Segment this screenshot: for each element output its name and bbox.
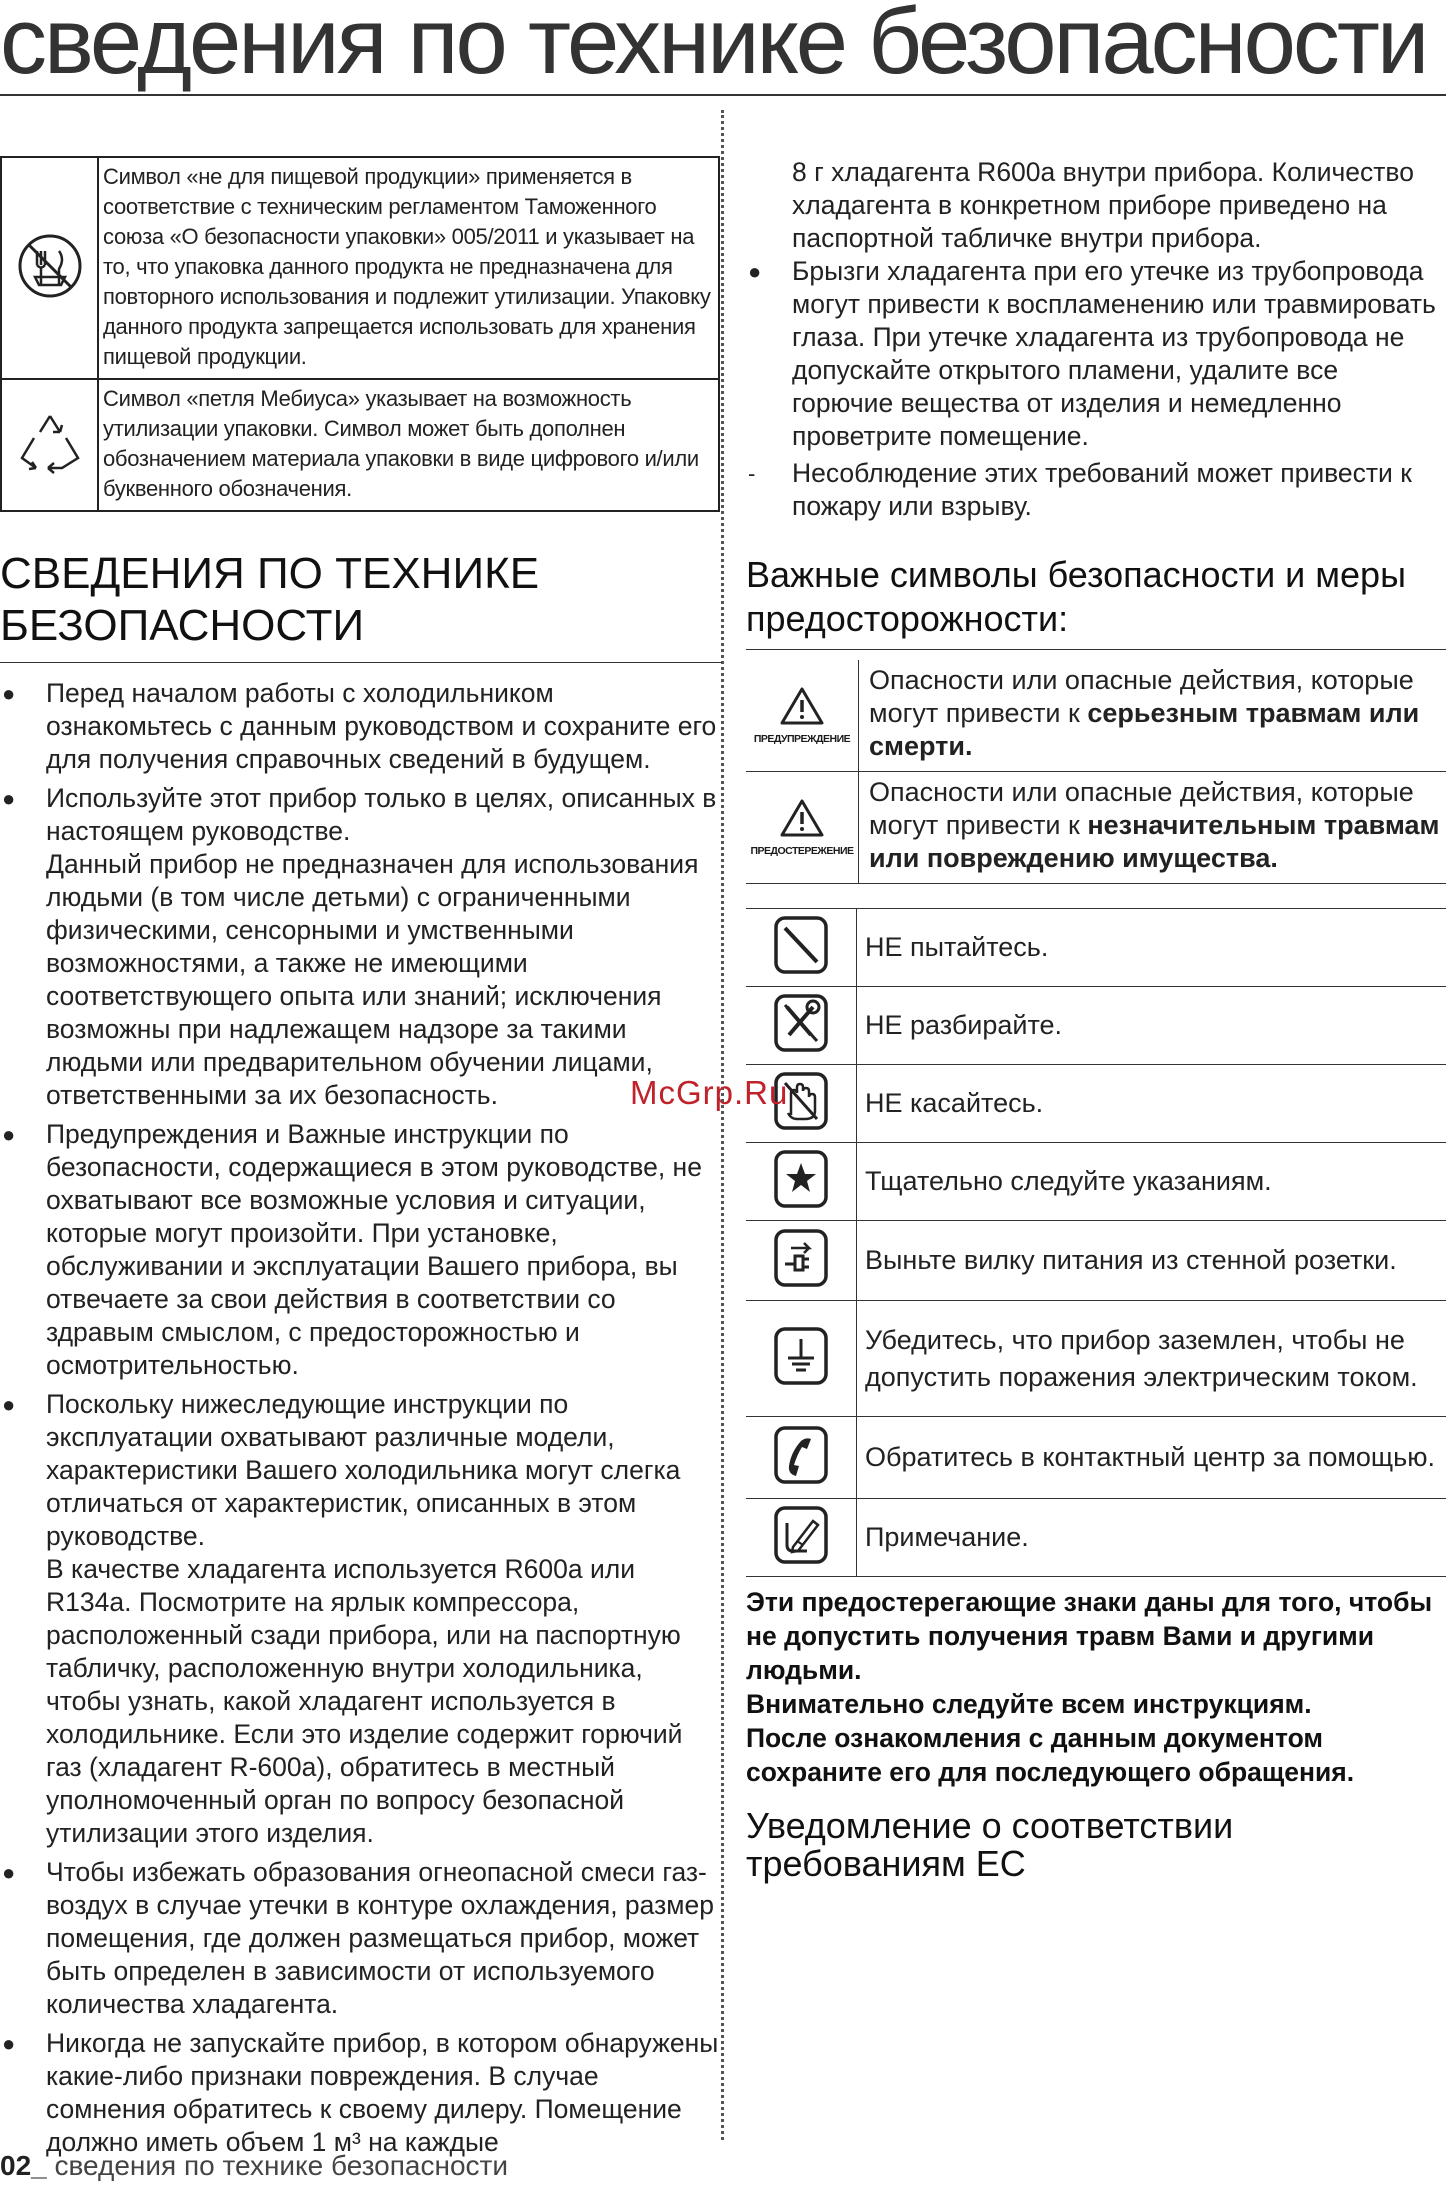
page-number: 02_ xyxy=(0,2150,47,2181)
watermark: McGrp.Ru xyxy=(630,1074,789,1111)
header-rule xyxy=(0,94,1446,96)
dash-paragraph: Несоблюдение этих требований может привести к пожару или взрыву. xyxy=(792,458,1412,521)
symbol-text: Символ «не для пищевой продукции» применяется в соответствие с техническим регламентом Таможенного союза «О безопасности упаковки» 005/2011 и указывает на то, что упаковка данного продукта не предназначена для повторного использования и подлежит утилизации. Упаковку данного продукта запрещается использовать для хранения пищевой продукции. xyxy=(98,157,719,379)
symbol-meaning-text: Тщательно следуйте указаниям. xyxy=(857,1143,1447,1221)
bullet-icon: ● xyxy=(2,1122,16,1147)
eu-conformity-title xyxy=(746,1807,1446,1883)
warning-bold-text: серьезным травмам или смерти. xyxy=(869,698,1420,761)
symbol-row xyxy=(746,1065,1446,1143)
star-icon xyxy=(773,1149,829,1209)
unplug-icon xyxy=(773,1228,829,1288)
bullet-icon: ● xyxy=(2,786,16,811)
symbol-meaning-text: НЕ пытайтесь. xyxy=(857,909,1447,987)
list-item xyxy=(0,1388,722,1850)
symbol-row xyxy=(746,1499,1446,1577)
bullet-paragraph: Перед началом работы с холодильником ознакомьтесь с данным руководством и сохраните его для получения справочных сведений в будущем. xyxy=(46,678,717,774)
section-title xyxy=(0,548,722,663)
warning-bold-text: незначительным травмам или повреждению имущества. xyxy=(869,810,1440,873)
phone-icon xyxy=(773,1425,829,1485)
bullet-paragraph: Чтобы избежать образования огнеопасной смеси газ-воздух в случае утечки в контуре охлаждения, размер помещения, где должен размещаться прибор, может быть определен в зависимости от используемого количества хладагента. xyxy=(46,1857,714,2019)
symbol-row xyxy=(746,1417,1446,1499)
bullet-paragraph: Брызги хладагента при его утечке из трубопровода могут привести к воспламенению или травмировать глаза. При утечке хладагента из трубопровода не допускайте открытого пламени, удалите все горючие вещества от изделия и немедленно проветрите помещение. xyxy=(792,256,1436,451)
symbol-table xyxy=(0,156,720,512)
bullet-icon: ● xyxy=(2,1392,16,1417)
symbol-row xyxy=(746,909,1446,987)
bold-note-line: После ознакомления с данным документом сохраните его для последующего обращения. xyxy=(746,1723,1355,1787)
warning-caption: ПРЕДУПРЕЖДЕНИЕ xyxy=(753,733,851,745)
symbol-meaning-table xyxy=(746,908,1446,1577)
list-item xyxy=(0,2027,722,2159)
prohibited-icon xyxy=(773,915,829,975)
caution-triangle-icon xyxy=(779,798,825,838)
left-column xyxy=(0,156,722,2165)
bullet-icon: ● xyxy=(2,681,16,706)
warning-row xyxy=(746,772,1446,884)
bullet-icon: ● xyxy=(2,2031,16,2056)
section-title-line: СВЕДЕНИЯ ПО ТЕХНИКЕ xyxy=(0,549,540,598)
bullet-icon: ● xyxy=(748,259,762,284)
symbol-meaning-text: Убедитесь, что прибор заземлен, чтобы не допустить поражения электрическим током. xyxy=(857,1301,1447,1417)
bullet-paragraph: Никогда не запускайте прибор, в котором обнаружены какие-либо признаки повреждения. В случае сомнения обратитесь к своему дилеру. Помещение должно иметь объем 1 м³ на каждые xyxy=(46,2028,719,2157)
note-icon xyxy=(773,1505,829,1565)
important-symbols-title: Важные символы безопасности и меры предосторожности: xyxy=(746,553,1446,650)
list-item xyxy=(0,1118,722,1382)
symbol-row xyxy=(746,1221,1446,1301)
no-disassembly-icon xyxy=(773,993,829,1053)
page-title: сведения по технике безопасности xyxy=(0,0,1427,93)
right-column xyxy=(746,156,1446,1883)
symbol-row xyxy=(746,987,1446,1065)
bullet-paragraph: Данный прибор не предназначен для использования людьми (в том числе детьми) с ограниченными физическими, сенсорными и умственными возможностями, а также не имеющими соответствующего опыта или знаний; исключения возможны при надлежащем надзоре за такими людьми или предварительном обучении лицами, ответственными за их безопасность. xyxy=(46,849,699,1110)
warning-row xyxy=(746,660,1446,772)
safety-bullet-list xyxy=(0,677,722,2159)
bullet-paragraph: В качестве хладагента используется R600a или R134a. Посмотрите на ярлык компрессора, расположенный сзади прибора, или на паспортную табличку, расположенную внутри холодильника, чтобы узнать, какой хладагент используется в холодильнике. Если это изделие содержит горючий газ (хладагент R-600a), обратитесь в местный уполномоченный орган по вопросу безопасной утилизации этого изделия. xyxy=(46,1554,683,1848)
warning-triangle-icon xyxy=(779,686,825,726)
symbol-meaning-text: НЕ касайтесь. xyxy=(857,1065,1447,1143)
eu-title-line: Уведомление о соответствии xyxy=(746,1805,1234,1846)
bullet-icon: ● xyxy=(2,1860,16,1885)
symbol-row xyxy=(1,379,719,511)
bold-note-line: Эти предостерегающие знаки даны для того, чтобы не допустить получения травм Вами и другими людьми. xyxy=(746,1587,1433,1685)
continuation-paragraph: 8 г хладагента R600a внутри прибора. Количество хладагента в конкретном приборе приведено на паспортной табличке внутри прибора. xyxy=(792,157,1414,253)
not-for-food-icon xyxy=(15,231,85,301)
list-item xyxy=(0,677,722,776)
list-item xyxy=(746,255,1446,453)
symbol-row xyxy=(746,1301,1446,1417)
bullet-paragraph: Предупреждения и Важные инструкции по безопасности, содержащиеся в этом руководстве, не охватывают все возможные условия и ситуации, которые могут произойти. При установке, обслуживании и эксплуатации Вашего прибора, вы отвечаете за свои действия в соответствии со здравым смыслом, с предосторожностью и осмотрительностью. xyxy=(46,1119,702,1380)
symbol-meaning-text: НЕ разбирайте. xyxy=(857,987,1447,1065)
dash-icon: - xyxy=(748,461,756,486)
symbol-text: Символ «петля Мебиуса» указывает на возможность утилизации упаковки. Символ может быть дополнен обозначением материала упаковки в виде цифрового и/или буквенного обозначения. xyxy=(98,379,719,511)
right-top-text xyxy=(746,156,1446,523)
symbol-meaning-text: Выньте вилку питания из стенной розетки. xyxy=(857,1221,1447,1301)
bullet-paragraph: Поскольку нижеследующие инструкции по эксплуатации охватывают различные модели, характеристики Вашего холодильника могут слегка отличаться от характеристик, описанных в этом руководстве. xyxy=(46,1389,681,1551)
section-title-line: БЕЗОПАСНОСТИ xyxy=(0,601,365,650)
list-item xyxy=(0,1856,722,2021)
caution-caption: ПРЕДОСТЕРЕЖЕНИЕ xyxy=(750,845,854,857)
bullet-paragraph: Используйте этот прибор только в целях, описанных в настоящем руководстве. xyxy=(46,783,717,846)
list-item xyxy=(746,457,1446,523)
warning-text: Опасности или опасные действия, которые могут привести к xyxy=(869,665,1414,728)
bold-note-line: Внимательно следуйте всем инструкциям. xyxy=(746,1689,1312,1719)
symbol-row xyxy=(1,157,719,379)
page-footer xyxy=(0,2150,508,2182)
page-header xyxy=(0,0,1452,96)
warning-text: Опасности или опасные действия, которые могут привести к xyxy=(869,777,1414,840)
symbol-meaning-text: Обратитесь в контактный центр за помощью. xyxy=(857,1417,1447,1499)
footer-label: сведения по технике безопасности xyxy=(46,2150,508,2181)
ground-icon xyxy=(773,1326,829,1386)
list-item xyxy=(0,782,722,1112)
bold-note xyxy=(746,1585,1446,1789)
mobius-loop-icon xyxy=(14,410,86,476)
eu-title-line: требованиям ЕС xyxy=(746,1843,1026,1884)
warning-table xyxy=(746,660,1446,884)
symbol-row xyxy=(746,1143,1446,1221)
symbol-meaning-text: Примечание. xyxy=(857,1499,1447,1577)
